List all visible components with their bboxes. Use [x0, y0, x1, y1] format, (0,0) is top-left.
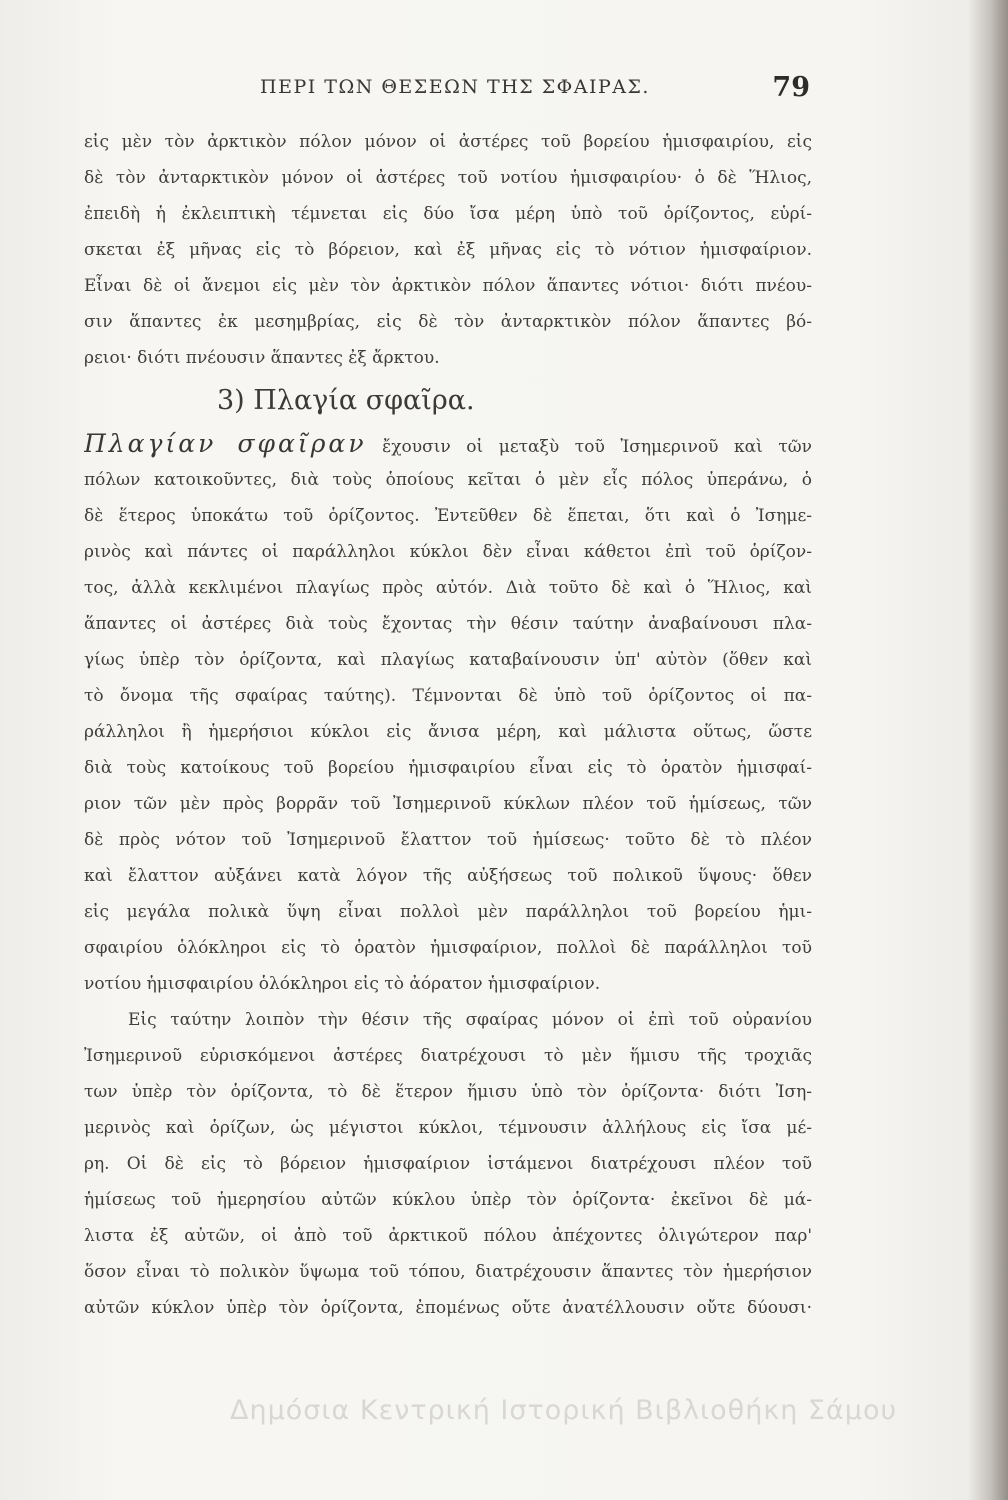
text-line: των ὑπὲρ τὸν ὁρίζοντα, τὸ δὲ ἕτερον ἥμισυ ὑπὸ τὸν ὁρίζοντα· διότι Ἰση- [84, 1082, 812, 1102]
text-line: τὸ ὄνομα τῆς σφαίρας ταύτης). Τέμνονται δὲ ὑπὸ τοῦ ὁρίζοντος οἱ πα- [84, 686, 812, 706]
text-line: λιστα ἐξ αὐτῶν, οἱ ἀπὸ τοῦ ἀρκτικοῦ πόλου ἀπέχοντες ὀλιγώτερον παρ' [84, 1226, 812, 1246]
text-line: τος, ἀλλὰ κεκλιμένοι πλαγίως πρὸς αὐτόν. Διὰ τοῦτο δὲ καὶ ὁ Ἥλιος, καὶ [84, 578, 812, 598]
library-watermark: Δημόσια Κεντρική Ιστορική Βιβλιοθήκη Σάμου [230, 1395, 898, 1426]
text-line: Εἶναι δὲ οἱ ἄνεμοι εἰς μὲν τὸν ἀρκτικὸν πόλον ἅπαντες νότιοι· διότι πνέου- [84, 276, 812, 296]
section-first-line [84, 426, 812, 462]
text-line: ριον τῶν μὲν πρὸς βορρᾶν τοῦ Ἰσημερινοῦ κύκλων πλέον τοῦ ἡμίσεως, τῶν [84, 794, 812, 814]
section-heading: 3) Πλαγία σφαῖρα. [217, 385, 475, 416]
text-line: σιν ἅπαντες ἐκ μεσημβρίας, εἰς δὲ τὸν ἀνταρκτικὸν πόλον ἅπαντες βό- [84, 312, 812, 332]
text-line: εἰς μὲν τὸν ἀρκτικὸν πόλον μόνον οἱ ἀστέρες τοῦ βορείου ἡμισφαιρίου, εἰς [84, 132, 812, 152]
text-line: καὶ ἔλαττον αὐξάνει κατὰ λόγον τῆς αὐξήσεως τοῦ πολικοῦ ὕψους· ὅθεν [84, 866, 812, 886]
text-line: δὲ πρὸς νότον τοῦ Ἰσημερινοῦ ἔλαττον τοῦ ἡμίσεως· τοῦτο δὲ τὸ πλέον [84, 830, 812, 850]
first-line-rest: ἔχουσιν οἱ μεταξὺ τοῦ Ἰσημερινοῦ καὶ τῶν [382, 437, 812, 457]
text-line: ρινὸς καὶ πάντες οἱ παράλληλοι κύκλοι δὲν εἶναι κάθετοι ἐπὶ τοῦ ὁρίζον- [84, 542, 812, 562]
text-line: γίως ὑπὲρ τὸν ὁρίζοντα, καὶ πλαγίως καταβαίνουσιν ὑπ' αὐτὸν (ὅθεν καὶ [84, 650, 812, 670]
body-text [84, 124, 812, 1326]
text-line: πόλων κατοικοῦντες, διὰ τοὺς ὁποίους κεῖται ὁ μὲν εἷς πόλος ὑπεράνω, ὁ [84, 470, 812, 490]
text-line: αὐτῶν κύκλον ὑπὲρ τὸν ὁρίζοντα, ἐπομένως οὔτε ἀνατέλλουσιν οὔτε δύουσι· [84, 1298, 812, 1318]
text-line: σκεται ἐξ μῆνας εἰς τὸ βόρειον, καὶ ἐξ μῆνας εἰς τὸ νότιον ἡμισφαίριον. [84, 240, 812, 260]
lead-term: Πλαγίαν σφαῖραν [84, 429, 367, 458]
page-header [84, 72, 814, 106]
text-line: σφαιρίου ὁλόκληροι εἰς τὸ ὁρατὸν ἡμισφαίριον, πολλοὶ δὲ παράλληλοι τοῦ [84, 938, 812, 958]
text-line: Ἰσημερινοῦ εὑρισκόμενοι ἀστέρες διατρέχουσι τὸ μὲν ἥμισυ τῆς τροχιᾶς [84, 1046, 812, 1066]
text-line: νοτίου ἡμισφαιρίου ὁλόκληροι εἰς τὸ ἀόρατον ἡμισφαίριον. [84, 974, 601, 994]
text-line: δὲ τὸν ἀνταρκτικὸν μόνον οἱ ἀστέρες τοῦ νοτίου ἡμισφαιρίου· ὁ δὲ Ἥλιος, [84, 168, 812, 188]
paragraph-3 [84, 1002, 812, 1326]
text-line: ἅπαντες οἱ ἀστέρες διὰ τοὺς ἔχοντας τὴν θέσιν ταύτην ἀναβαίνουσι πλα- [84, 614, 812, 634]
text-line: Εἰς ταύτην λοιπὸν τὴν θέσιν τῆς σφαίρας μόνον οἱ ἐπὶ τοῦ οὐρανίου [128, 1010, 812, 1030]
text-line: ρη. Οἱ δὲ εἰς τὸ βόρειον ἡμισφαίριον ἱστάμενοι διατρέχουσι πλέον τοῦ [84, 1154, 812, 1174]
text-line: ὅσον εἶναι τὸ πολικὸν ὕψωμα τοῦ τόπου, διατρέχουσιν ἅπαντες τὸν ἡμερήσιον [84, 1262, 812, 1282]
text-line: διὰ τοὺς κατοίκους τοῦ βορείου ἡμισφαιρίου εἶναι εἰς τὸ ὁρατὸν ἡμισφαί- [84, 758, 812, 778]
text-line: ρειοι· διότι πνέουσιν ἅπαντες ἐξ ἄρκτου. [84, 348, 440, 368]
paragraph-2 [84, 462, 812, 1002]
text-line: εἰς μεγάλα πολικὰ ὕψη εἶναι πολλοὶ μὲν παράλληλοι τοῦ βορείου ἡμι- [84, 902, 812, 922]
paragraph-1 [84, 124, 812, 376]
text-line: ράλληλοι ἢ ἡμερήσιοι κύκλοι εἰς ἄνισα μέρη, καὶ μάλιστα οὕτως, ὥστε [84, 722, 812, 742]
page-number: 79 [772, 72, 810, 103]
binding-shadow [968, 0, 1008, 1500]
text-line: δὲ ἕτερος ὑποκάτω τοῦ ὁρίζοντος. Ἐντεῦθεν δὲ ἕπεται, ὅτι καὶ ὁ Ἰσημε- [84, 506, 812, 526]
running-title: ΠΕΡΙ ΤΩΝ ΘΕΣΕΩΝ ΤΗΣ ΣΦΑΙΡΑΣ. [260, 76, 650, 98]
text-line: ἡμίσεως τοῦ ἡμερησίου αὐτῶν κύκλου ὑπὲρ τὸν ὁρίζοντα· ἐκεῖνοι δὲ μά- [84, 1190, 812, 1210]
text-line: μερινὸς καὶ ὁρίζων, ὡς μέγιστοι κύκλοι, τέμνουσιν ἀλλήλους εἰς ἴσα μέ- [84, 1118, 812, 1138]
text-line: ἐπειδὴ ἡ ἐκλειπτικὴ τέμνεται εἰς δύο ἴσα μέρη ὑπὸ τοῦ ὁρίζοντος, εὑρί- [84, 204, 812, 224]
